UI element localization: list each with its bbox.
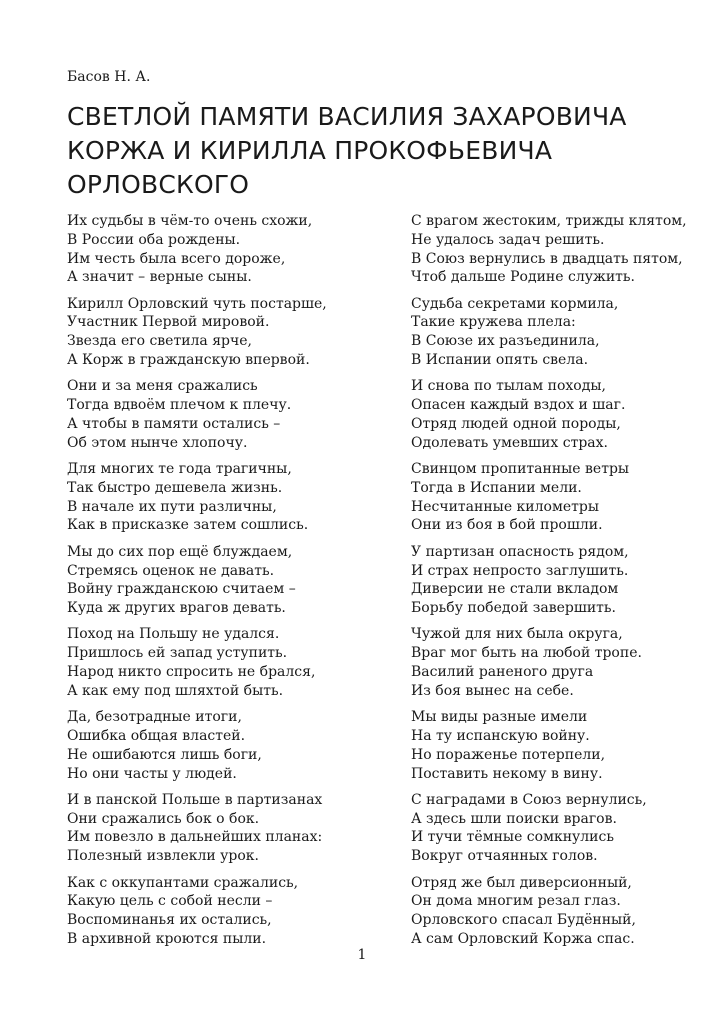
poem-line: Им повезло в дальнейших планах:	[67, 829, 323, 846]
stanza	[411, 295, 687, 370]
poem-line: Полезный извлекли урок.	[67, 848, 259, 865]
poem-line: Орловского спасал Будённый,	[411, 912, 636, 929]
poem-line: А как ему под шляхтой быть.	[67, 682, 284, 699]
poem-line: Ошибка общая властей.	[67, 727, 246, 744]
poem-line: Тогда в Испании мели.	[411, 479, 582, 496]
poem-line: Стремясь оценок не давать.	[67, 562, 275, 579]
poem-line: Воспоминанья их остались,	[67, 912, 272, 929]
stanza	[411, 874, 687, 949]
poem-line: А значит – верные сыны.	[67, 269, 252, 286]
poem-line: Из боя вынес на себе.	[411, 682, 574, 699]
poem-line: А Корж в гражданскую впервой.	[67, 352, 310, 369]
poem-line: А сам Орловский Коржа спас.	[411, 930, 635, 947]
poem-line: И страх непросто заглушить.	[411, 562, 629, 579]
stanza	[67, 625, 327, 700]
poem-line: Они из боя в бой прошли.	[411, 517, 603, 534]
stanza	[67, 708, 327, 783]
poem-line: Отряд же был диверсионный,	[411, 874, 632, 891]
poem-line: Опасен каждый вздох и шаг.	[411, 397, 626, 414]
poem-column-left	[67, 212, 327, 956]
poem-line: Для многих те года трагичны,	[67, 461, 292, 478]
poem-line: В Союз вернулись в двадцать пятом,	[411, 250, 683, 267]
poem-line: Войну гражданскою считаем –	[67, 581, 296, 598]
stanza	[411, 212, 687, 287]
poem-line: В начале их пути различны,	[67, 498, 277, 515]
stanza	[411, 460, 687, 535]
poem-line: Звезда его светила ярче,	[67, 333, 253, 350]
poem-line: Такие кружева плела:	[411, 314, 576, 331]
stanza	[67, 295, 327, 370]
poem-line: Не удалось задач решить.	[411, 231, 605, 248]
poem-line: В Испании опять свела.	[411, 352, 589, 369]
poem-line: Как с оккупантами сражались,	[67, 874, 299, 891]
poem-line: Мы виды разные имели	[411, 709, 588, 726]
poem-line: На ту испанскую войну.	[411, 727, 590, 744]
poem-line: Народ никто спросить не брался,	[67, 664, 316, 681]
poem-line: Какую цель с собой несли –	[67, 893, 273, 910]
poem-line: Судьба секретами кормила,	[411, 295, 619, 312]
stanza	[67, 543, 327, 618]
poem-line: Мы до сих пор ещё блуждаем,	[67, 543, 293, 560]
stanza	[411, 625, 687, 700]
page-number: 1	[357, 947, 367, 963]
poem-line: Тогда вдвоём плечом к плечу.	[67, 397, 292, 414]
poem-line: С наградами в Союз вернулись,	[411, 791, 647, 808]
poem-line: Несчитанные километры	[411, 498, 599, 515]
poem-line: Чтоб дальше Родине служить.	[411, 269, 635, 286]
poem-line: Чужой для них была округа,	[411, 626, 623, 643]
poem-line: А чтобы в памяти остались –	[67, 415, 281, 432]
poem-line: Они и за меня сражались	[67, 378, 258, 395]
poem-line: И в панской Польше в партизанах	[67, 791, 323, 808]
poem-line: А здесь шли поиски врагов.	[411, 810, 617, 827]
poem-line: Пришлось ей запад уступить.	[67, 645, 288, 662]
poem-line: В архивной кроются пыли.	[67, 930, 267, 947]
poem-line: Вокруг отчаянных голов.	[411, 848, 598, 865]
poem-line: И снова по тылам походы,	[411, 378, 606, 395]
poem-line: Одолевать умевших страх.	[411, 434, 608, 451]
stanza	[411, 791, 687, 866]
poem-line: Диверсии не стали вкладом	[411, 581, 619, 598]
poem-line: И тучи тёмные сомкнулись	[411, 829, 614, 846]
poem-line: Василий раненого друга	[411, 664, 594, 681]
poem-line: Свинцом пропитанные ветры	[411, 461, 630, 478]
poem-line: Не ошибаются лишь боги,	[67, 746, 262, 763]
poem-line: Да, безотрадные итоги,	[67, 709, 242, 726]
poem-line: Борьбу победой завершить.	[411, 600, 616, 617]
poem-line: Так быстро дешевела жизнь.	[67, 479, 283, 496]
poem-line: Куда ж других врагов девать.	[67, 600, 286, 617]
stanza	[67, 874, 327, 949]
poem-line: Им честь была всего дороже,	[67, 250, 286, 267]
poem-line: Их судьбы в чём-то очень схожи,	[67, 213, 313, 229]
poem-line: С врагом жестоким, трижды клятом,	[411, 213, 687, 229]
poem-line: В Союзе их разъединила,	[411, 333, 600, 350]
stanza	[67, 460, 327, 535]
poem-line: Они сражались бок о бок.	[67, 810, 260, 827]
poem-line: Но они часты у людей.	[67, 765, 237, 782]
poem-line: Участник Первой мировой.	[67, 314, 270, 331]
poem-line: Как в присказке затем сошлись.	[67, 517, 309, 534]
poem-title: СВЕТЛОЙ ПАМЯТИ ВАСИЛИЯ ЗАХАРОВИЧА КОРЖА И КИРИЛЛА ПРОКОФЬЕВИЧА ОРЛОВСКОГО	[67, 102, 627, 199]
stanza	[411, 377, 687, 452]
poem-line: Отряд людей одной породы,	[411, 415, 621, 432]
poem-line: Враг мог быть на любой тропе.	[411, 645, 642, 662]
stanza	[67, 791, 327, 866]
poem-line: Поставить некому в вину.	[411, 765, 603, 782]
poem-line: Но пораженье потерпели,	[411, 746, 606, 763]
stanza	[67, 377, 327, 452]
poem-line: В России оба рождены.	[67, 231, 241, 248]
poem-column-right	[411, 212, 687, 956]
poem-line: Он дома многим резал глаз.	[411, 893, 621, 910]
poem-line: Поход на Польшу не удался.	[67, 626, 280, 643]
author-name: Басов Н. А.	[67, 69, 151, 85]
poem-line: У партизан опасность рядом,	[411, 543, 629, 560]
poem-line: Об этом нынче хлопочу.	[67, 434, 248, 451]
stanza	[411, 708, 687, 783]
stanza	[411, 543, 687, 618]
poem-line: Кирилл Орловский чуть постарше,	[67, 295, 327, 312]
stanza	[67, 212, 327, 287]
